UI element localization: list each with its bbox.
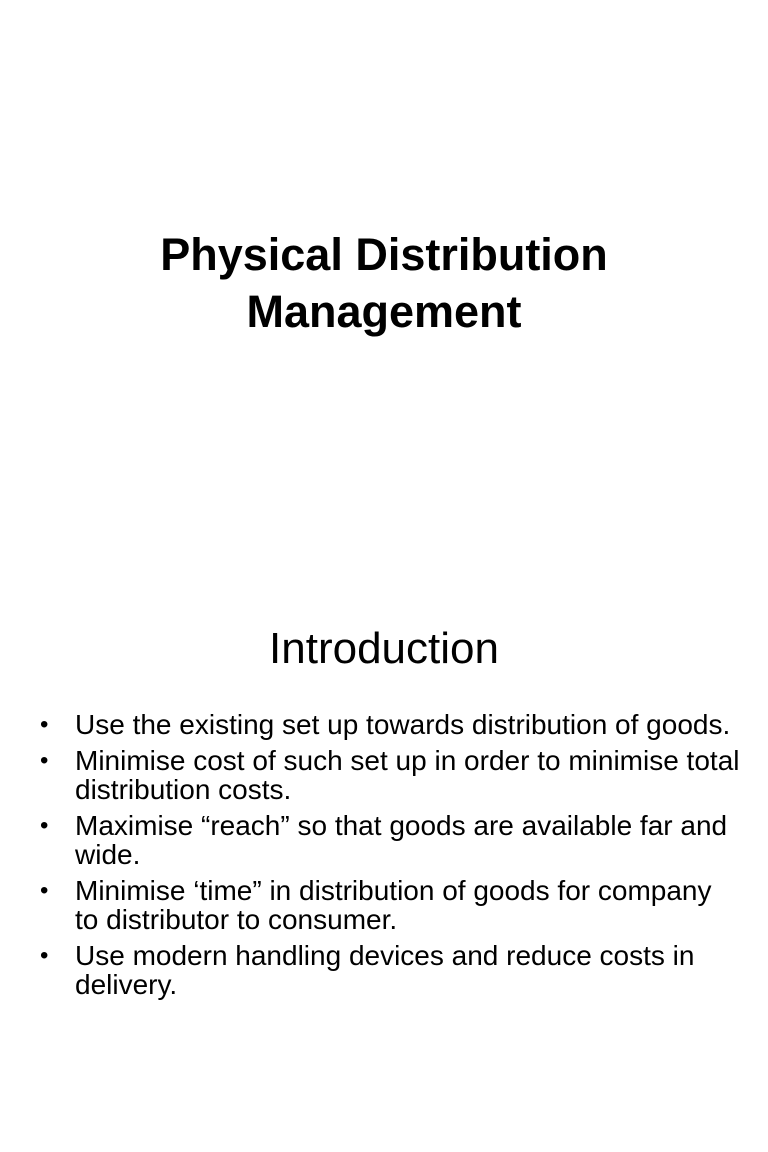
bullet-item: [40, 746, 740, 804]
introduction-heading: Introduction: [269, 624, 499, 673]
slide-introduction: [0, 576, 768, 1152]
bullet-text: Use the existing set up towards distribution of goods.: [75, 709, 731, 740]
bullet-item: [40, 941, 740, 999]
bullet-text: Minimise ‘time” in distribution of goods for company to distributor to consumer.: [75, 875, 712, 935]
bullet-text: Use modern handling devices and reduce costs in delivery.: [75, 940, 695, 1000]
bullet-item: [40, 811, 740, 869]
bullet-text: Maximise “reach” so that goods are available far and wide.: [75, 810, 728, 870]
bullet-item: [40, 876, 740, 934]
bullet-item: [40, 710, 740, 739]
bullet-icon: •: [40, 747, 49, 774]
slide-title-heading: [0, 226, 768, 340]
bullet-icon: •: [40, 812, 49, 839]
bullet-list: [40, 710, 740, 1006]
bullet-icon: •: [40, 711, 49, 738]
title-line-1: Physical Distribution: [160, 229, 608, 280]
bullet-icon: •: [40, 877, 49, 904]
bullet-icon: •: [40, 942, 49, 969]
bullet-text: Minimise cost of such set up in order to minimise total distribution costs.: [75, 745, 740, 805]
title-line-2: Management: [246, 286, 522, 337]
